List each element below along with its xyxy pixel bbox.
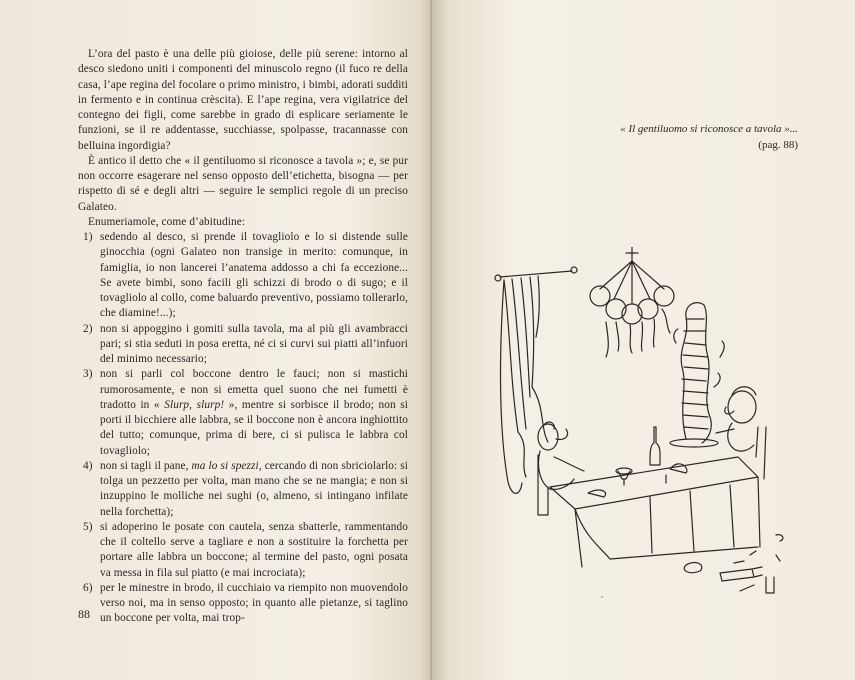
paragraph-saying: È antico il detto che « il gentiluomo si riconosce a tavola »; e, se pur non occorre esagerare nel senso opposto dell’etichetta, bisogna — per rispetto di sé e degli altri — seguire le semplici regole di un preciso Galateo. <box>78 154 408 213</box>
caption-quote: « Il gentiluomo si riconosce a tavola »... <box>620 123 798 135</box>
list-item <box>78 459 408 520</box>
dinner-cartoon-illustration <box>490 247 790 607</box>
list-item <box>78 367 408 459</box>
list-item-text-after: , cercando di non sbriciolarlo: si tolga un pezzetto per volta, man mano che se ne mangia; e non si inzuppino le molliche nei sughi (o, almeno, si intingano infilate nella forchetta); <box>100 459 409 518</box>
list-item-text: non si appoggino i gomiti sulla tavola, ma al più gli avambracci pari; si stia seduti in posa eretta, né ci si curvi sui piatti all’infuori del minimo necessario; <box>100 322 408 365</box>
paragraph-intro: L’ora del pasto è una delle più gioiose, delle più serene: intorno al desco siedono uniti i componenti del minuscolo regno (il fuco re della casa, l’ape regina del focolare o primo ministro, i bimbi, adorati sudditi in fermento e in continua crèscita). E l’ape regina, vera vigilatrice del contegno dei figli, come sarebbe in grado di esplicare seriamente le funzioni, se il re addentasse, succhiasse, spolpasse, tracannasse con belluina ingordigia? <box>78 48 408 152</box>
list-item <box>78 520 408 581</box>
body-text <box>78 47 408 627</box>
food-tower <box>670 303 724 447</box>
rules-list <box>78 230 408 627</box>
list-item-number: 5) <box>83 520 93 533</box>
paragraph-enumerate: Enumeriamole, come d’abitudine: <box>88 215 246 228</box>
curtain-rod <box>495 267 577 281</box>
list-item-number: 4) <box>83 459 93 472</box>
chandelier <box>590 247 674 357</box>
list-item <box>78 230 408 322</box>
page-number: 88 <box>78 607 90 621</box>
list-item-text: per le minestre in brodo, il cucchiaio va riempito non muovendolo verso noi, ma in senso opposto; in quanto alle pietanze, si taglino un boccone per volta, mai trop- <box>100 581 408 625</box>
list-item-text-before: non si parli col boccone dentro le fauci; non si mastichi rumorosamente, e non si emetta quel suono che nei fumetti è tradotto in « <box>100 368 408 411</box>
list-item <box>78 581 408 627</box>
list-item-text: si adoperino le posate con cautela, senza sbatterle, rammentando che il coltello serve a tagliare e non a sostituire la forchetta per portare alle labbra un boccone; al termine del pasto, ogni posata va messa in fila sul piatto (e mai incrociata); <box>100 520 408 579</box>
list-item-text-italic: ma lo si spezzi <box>191 459 259 472</box>
list-item-text-before: non si tagli il pane, <box>100 459 192 472</box>
paper-speck <box>601 596 603 598</box>
list-item-text-italic: Slurp, slurp! <box>164 398 225 411</box>
illustration-caption <box>592 121 798 153</box>
list-item-text: sedendo al desco, si prende il tovagliolo e lo si distende sulle ginocchia (ogni Galateo non transige in merito: comunque, in famiglia, io non lancerei l’anatema addosso a chi fa eccezione... Se avete bimbi, sono facili gli schizzi di brodo o di sugo; e il tovagliolo al collo, come baluardo preventivo, possiamo tollerarlo, che diamine!...); <box>100 231 408 320</box>
list-item-number: 2) <box>83 322 93 335</box>
curtain <box>501 276 548 493</box>
list-item <box>78 322 408 368</box>
man-right <box>716 387 756 451</box>
list-item-number: 6) <box>83 581 93 594</box>
caption-page-ref: (pag. 88) <box>758 139 798 151</box>
table <box>550 427 760 567</box>
list-item-number: 1) <box>83 231 93 243</box>
list-item-text-after: », mentre si sorbisce il brodo; non si porti il bicchiere alle labbra, se il boccone non è ancora inghiottito del tutto; comunque, prima di bere, ci si pulisca le labbra col tovagliolo; <box>100 398 409 457</box>
list-item-number: 3) <box>83 368 93 381</box>
